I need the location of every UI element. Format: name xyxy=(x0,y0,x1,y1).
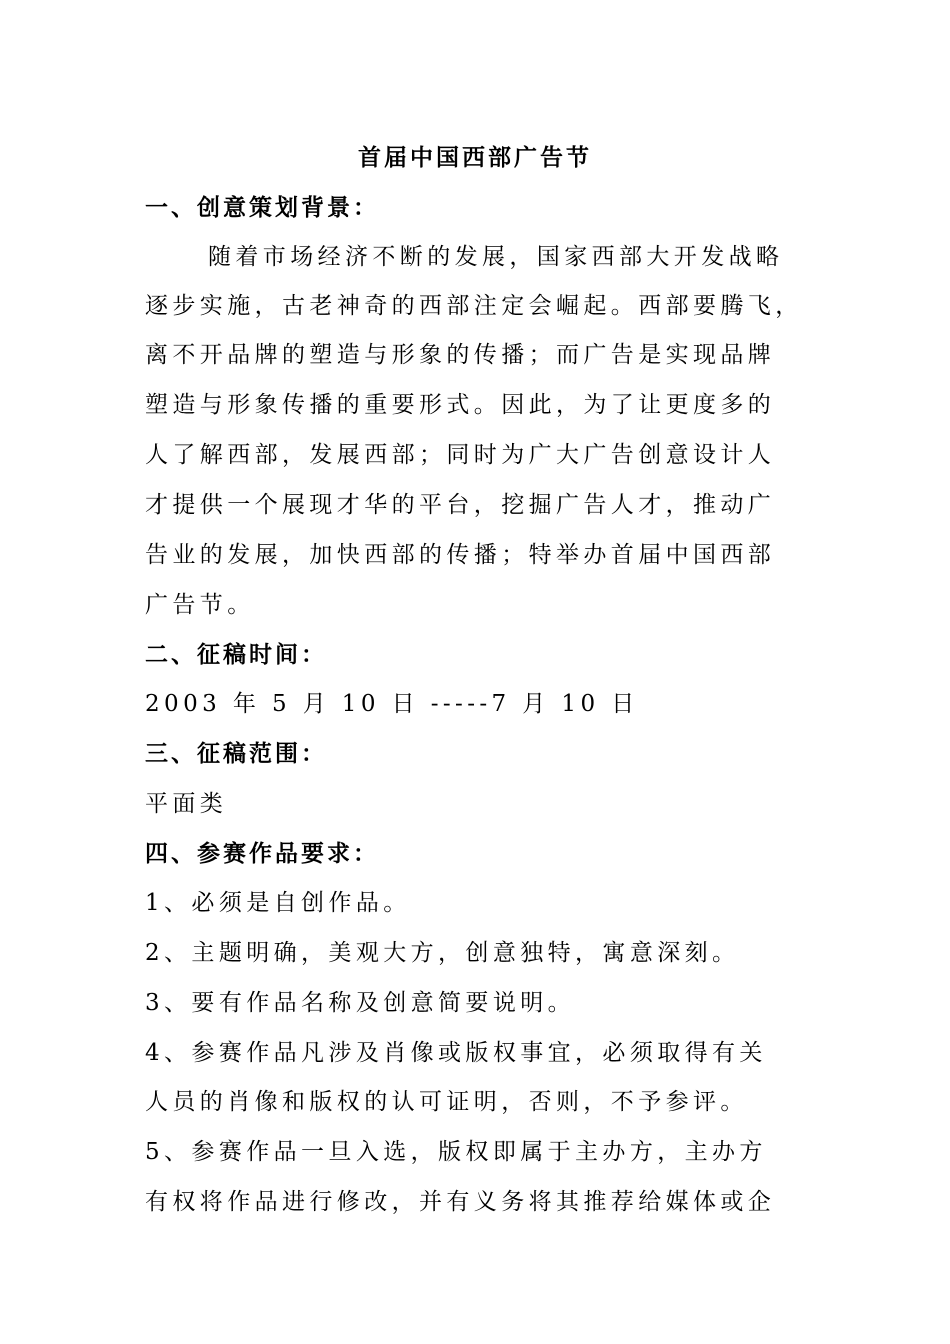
section-heading-time: 二、征稿时间： xyxy=(145,641,327,668)
paragraph-line: 随着市场经济不断的发展，国家西部大开发战略 xyxy=(208,244,784,270)
requirement-item: 4、参赛作品凡涉及肖像或版权事宜，必须取得有关 xyxy=(145,1040,767,1066)
paragraph-line: 离不开品牌的塑造与形象的传播；而广告是实现品牌 xyxy=(145,342,776,368)
section-heading-requirements: 四、参赛作品要求： xyxy=(145,840,379,867)
requirement-item: 3、要有作品名称及创意简要说明。 xyxy=(145,990,576,1016)
submission-period: 2003 年 5 月 10 日 -----7 月 10 日 xyxy=(145,691,639,717)
paragraph-line: 广告节。 xyxy=(145,592,255,618)
section-heading-scope: 三、征稿范围： xyxy=(145,740,327,767)
document-title: 首届中国西部广告节 xyxy=(358,144,592,171)
paragraph-line: 逐步实施，古老神奇的西部注定会崛起。西部要腾飞， xyxy=(145,293,803,319)
paragraph-line: 塑造与形象传播的重要形式。因此，为了让更度多的 xyxy=(145,392,776,418)
paragraph-line: 才提供一个展现才华的平台，挖掘广告人才，推动广 xyxy=(145,492,776,518)
requirement-item: 2、主题明确，美观大方，创意独特，寓意深刻。 xyxy=(145,940,740,966)
paragraph-line: 人了解西部，发展西部；同时为广大广告创意设计人 xyxy=(145,442,776,468)
requirement-item: 5、参赛作品一旦入选，版权即属于主办方，主办方 xyxy=(145,1139,767,1165)
submission-scope: 平面类 xyxy=(145,791,228,817)
section-heading-background: 一、创意策划背景： xyxy=(145,194,379,221)
paragraph-line: 告业的发展，加快西部的传播；特举办首届中国西部 xyxy=(145,542,776,568)
requirement-item-continued: 有权将作品进行修改，并有义务将其推荐给媒体或企 xyxy=(145,1189,776,1215)
requirement-item: 1、必须是自创作品。 xyxy=(145,890,411,916)
requirement-item-continued: 人员的肖像和版权的认可证明，否则，不予参评。 xyxy=(145,1089,748,1115)
